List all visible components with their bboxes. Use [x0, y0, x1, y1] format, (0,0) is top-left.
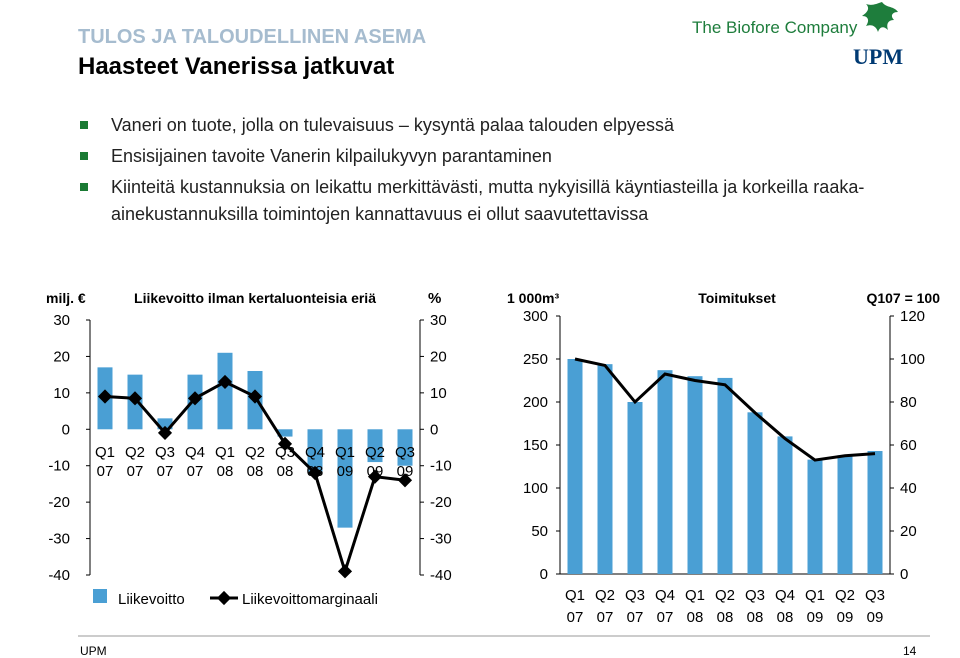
bullet-item: Kiinteitä kustannuksia on leikattu merkittävästi, mutta nykyisillä käyntiasteilla ja korkeilla raaka-ainekustannuksilla toimintojen kannattavuus ei ollut saavutettavissa	[80, 174, 940, 228]
y-axis-unit: milj. €	[46, 290, 86, 306]
x-tick-label: 08	[686, 609, 704, 626]
x-tick-label: 09	[336, 463, 354, 480]
x-tick-label: Q2	[364, 444, 386, 461]
y-tick-label: 250	[522, 351, 548, 368]
legend-swatch-marker	[217, 591, 231, 605]
chart-title: Liikevoitto ilman kertaluonteisia eriä	[134, 290, 376, 306]
delivery-bar	[868, 451, 883, 574]
y-tick-label: 20	[53, 348, 70, 366]
y-tick-label: -10	[48, 457, 70, 475]
x-tick-label: 07	[626, 609, 644, 626]
x-tick-label: 09	[866, 609, 884, 626]
bullet-item: Vaneri on tuote, jolla on tulevaisuus – kysyntä palaa talouden elpyessä	[80, 112, 940, 139]
y-tick-label: 300	[522, 308, 548, 325]
x-tick-label: Q3	[864, 587, 886, 604]
delivery-bar	[598, 364, 613, 574]
y2-tick-label: 10	[430, 384, 447, 402]
x-tick-label: Q4	[774, 587, 796, 604]
brand-tagline: The Biofore Company	[692, 18, 858, 37]
y2-tick-label: 30	[430, 312, 447, 329]
y2-tick-label: 0	[430, 421, 439, 439]
x-tick-label: 08	[776, 609, 794, 626]
x-tick-label: 07	[656, 609, 674, 626]
y-tick-label: -30	[48, 530, 70, 548]
page-number: 14	[903, 644, 917, 658]
x-tick-label: 08	[716, 609, 734, 626]
y2-tick-label: 0	[900, 566, 909, 583]
y-tick-label: 30	[53, 312, 70, 329]
upm-logo-text: UPM	[853, 44, 904, 69]
x-tick-label: 09	[396, 463, 414, 480]
chart-title: Toimitukset	[698, 290, 776, 306]
x-tick-label: Q1	[564, 587, 586, 604]
x-tick-label: 09	[806, 609, 824, 626]
y2-tick-label: 60	[900, 437, 917, 454]
legend-swatch-bar	[93, 589, 107, 603]
x-tick-label: 08	[246, 463, 264, 480]
x-tick-label: 09	[366, 463, 384, 480]
footer-left: UPM	[80, 644, 107, 658]
x-tick-label: 08	[216, 463, 234, 480]
delivery-bar	[748, 412, 763, 574]
y-axis-unit: 1 000m³	[507, 290, 560, 306]
profit-bar	[218, 353, 233, 430]
x-tick-label: Q1	[334, 444, 356, 461]
x-tick-label: Q3	[624, 587, 646, 604]
y-tick-label: -40	[48, 567, 70, 584]
x-tick-label: 07	[156, 463, 174, 480]
slide-title: Haasteet Vanerissa jatkuvat	[78, 53, 395, 80]
x-tick-label: 08	[306, 463, 324, 480]
x-tick-label: 07	[186, 463, 204, 480]
x-tick-label: Q4	[654, 587, 676, 604]
y2-tick-label: 120	[900, 308, 926, 325]
bullet-item: Ensisijainen tavoite Vanerin kilpailukyvyn parantaminen	[80, 143, 940, 170]
y2-axis-unit: %	[428, 290, 442, 307]
x-tick-label: Q1	[804, 587, 826, 604]
x-tick-label: 08	[746, 609, 764, 626]
x-tick-label: Q2	[244, 444, 266, 461]
x-tick-label: Q1	[214, 444, 236, 461]
legend-label: Liikevoittomarginaali	[242, 591, 378, 608]
delivery-bar	[718, 378, 733, 574]
delivery-bar	[808, 460, 823, 574]
y2-tick-label: -10	[430, 457, 452, 475]
delivery-bar	[838, 455, 853, 574]
x-tick-label: 07	[596, 609, 614, 626]
margin-point	[338, 564, 352, 578]
delivery-bar	[778, 436, 793, 574]
y-tick-label: 10	[53, 384, 70, 402]
y2-axis-unit: Q107 = 100	[866, 290, 940, 306]
y2-tick-label: -30	[430, 530, 452, 548]
y-tick-label: 150	[522, 437, 548, 454]
x-tick-label: Q1	[94, 444, 116, 461]
x-tick-label: 07	[96, 463, 114, 480]
y2-tick-label: -20	[430, 494, 452, 512]
x-tick-label: Q2	[834, 587, 856, 604]
x-tick-label: 07	[126, 463, 144, 480]
y2-tick-label: 40	[900, 480, 917, 497]
x-tick-label: Q1	[684, 587, 706, 604]
x-tick-label: Q2	[714, 587, 736, 604]
delivery-bar	[688, 376, 703, 574]
x-tick-label: Q3	[394, 444, 416, 461]
y-tick-label: -20	[48, 494, 70, 512]
x-tick-label: Q2	[124, 444, 146, 461]
y-tick-label: 200	[522, 394, 548, 411]
delivery-bar	[628, 402, 643, 574]
x-tick-label: Q3	[154, 444, 176, 461]
y-tick-label: 0	[539, 566, 548, 583]
x-tick-label: 09	[836, 609, 854, 626]
x-tick-label: Q3	[274, 444, 296, 461]
section-title: TULOS JA TALOUDELLINEN ASEMA	[78, 26, 427, 48]
x-tick-label: 07	[566, 609, 584, 626]
y-tick-label: 100	[522, 480, 548, 497]
x-tick-label: Q4	[304, 444, 326, 461]
x-tick-label: Q3	[744, 587, 766, 604]
y2-tick-label: 100	[900, 351, 926, 368]
y2-tick-label: 20	[900, 523, 917, 540]
legend-label: Liikevoitto	[118, 591, 185, 608]
y2-tick-label: -40	[430, 567, 452, 584]
y-tick-label: 50	[531, 523, 548, 540]
delivery-bar	[658, 370, 673, 574]
x-tick-label: 08	[276, 463, 294, 480]
y2-tick-label: 80	[900, 394, 917, 411]
y-tick-label: 0	[61, 421, 70, 439]
y2-tick-label: 20	[430, 348, 447, 366]
delivery-bar	[568, 359, 583, 574]
x-tick-label: Q4	[184, 444, 206, 461]
x-tick-label: Q2	[594, 587, 616, 604]
